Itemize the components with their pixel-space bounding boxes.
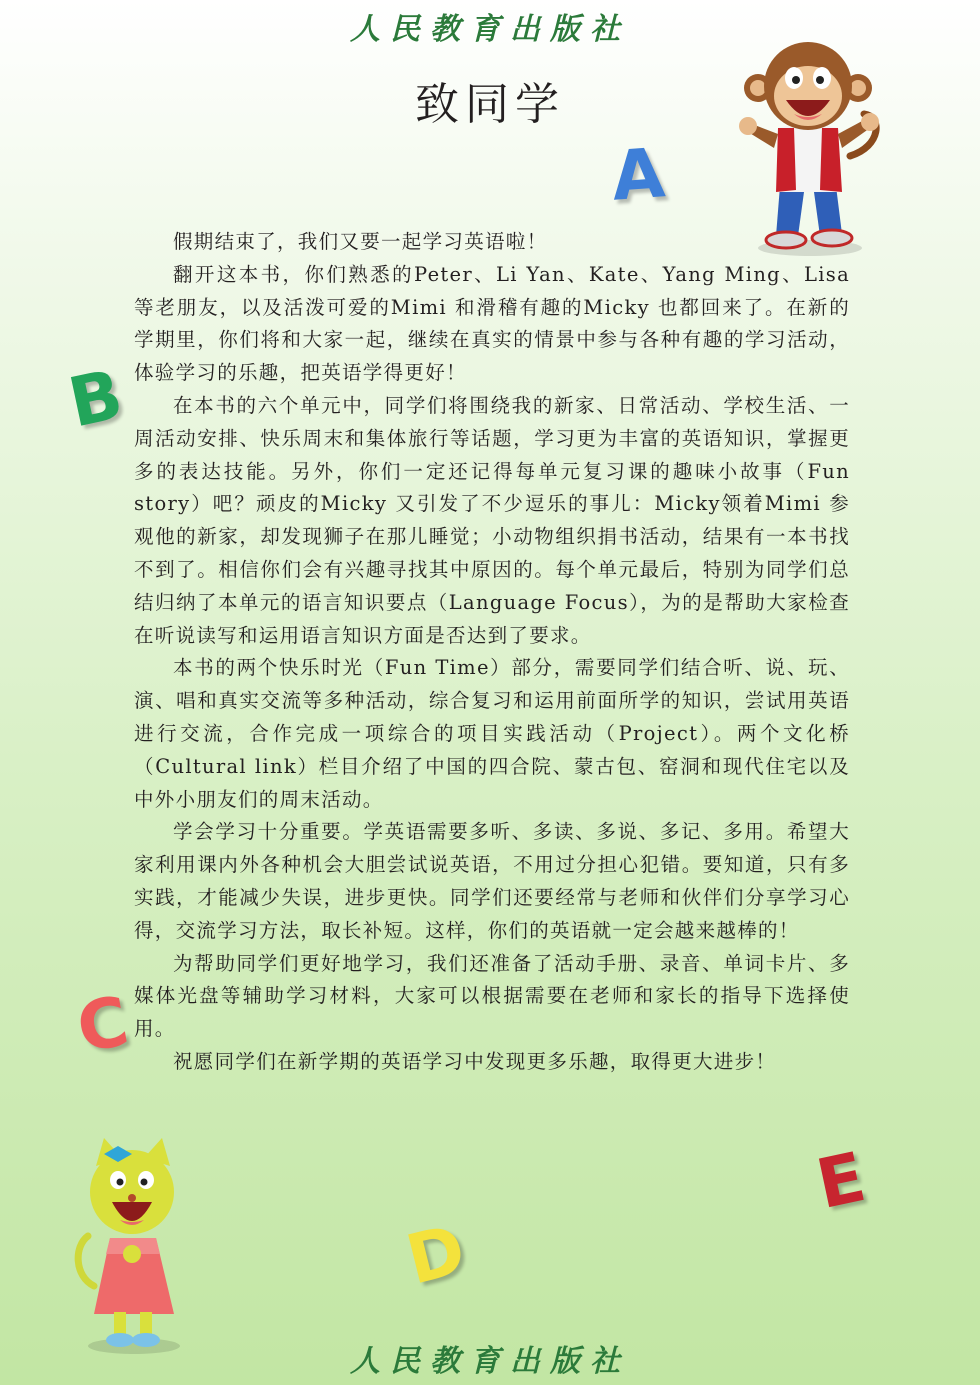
letter-b-decoration: B <box>62 355 130 444</box>
publisher-footer: 人民教育出版社 <box>350 1344 630 1379</box>
publisher-header: 人民教育出版社 <box>350 12 630 47</box>
paragraph-5: 学会学习十分重要。学英语需要多听、多读、多说、多记、多用。希望大家利用课内外各种机会大胆尝试说英语，不用过分担心犯错。要知道，只有多实践，才能减少失误，进步更快。同学们还要经常与老师和伙伴们分享学习心得，交流学习方法，取长补短。这样，你们的英语就一定会越来越棒的！ <box>134 820 850 942</box>
paragraph-7: 祝愿同学们在新学期的英语学习中发现更多乐趣，取得更大进步！ <box>173 1049 777 1073</box>
paragraph-3: 在本书的六个单元中，同学们将围绕我的新家、日常活动、学校生活、一周活动安排、快乐周末和集体旅行等话题，学习更为丰富的英语知识，掌握更多的表达技能。另外，你们一定还记得每单元复习课的趣味小故事（Fun story）吧？顽皮的Micky 又引发了不少逗乐的事儿：Micky领着Mimi 参观他的新家，却发现狮子在那儿睡觉；小动物组织捐书活动，结果有一本书找不到了。相信你们会有兴趣寻找其中原因的。每个单元最后，特别为同学们总结归纳了本单元的语言知识要点（Language Focus），为的是帮助大家检查在听说读写和运用语言知识方面是否达到了要求。 <box>134 393 850 647</box>
letter-e-decoration: E <box>810 1138 873 1225</box>
cat-illustration <box>74 1136 192 1358</box>
monkey-illustration <box>732 36 882 258</box>
page-title: 致同学 <box>415 79 565 130</box>
letter-a-decoration: A <box>609 134 668 217</box>
letter-body <box>134 226 850 1079</box>
letter-d-decoration: D <box>399 1210 474 1301</box>
letter-c-decoration: C <box>71 982 135 1069</box>
paragraph-6: 为帮助同学们更好地学习，我们还准备了活动手册、录音、单词卡片、多媒体光盘等辅助学习材料，大家可以根据需要在老师和家长的指导下选择使用。 <box>134 951 850 1041</box>
paragraph-1: 假期结束了，我们又要一起学习英语啦！ <box>173 230 548 253</box>
paragraph-2: 翻开这本书，你们熟悉的Peter、Li Yan、Kate、Yang Ming、Lisa 等老朋友，以及活泼可爱的Mimi 和滑稽有趣的Micky 也都回来了。在新的学期里，你们将和大家一起，继续在真实的情景中参与各种有趣的学习活动，体验学习的乐趣，把英语学得更好！ <box>134 262 850 385</box>
paragraph-4: 本书的两个快乐时光（Fun Time）部分，需要同学们结合听、说、玩、演、唱和真实交流等多种活动，综合复习和运用前面所学的知识，尝试用英语进行交流，合作完成一项综合的项目实践活动（Project）。两个文化桥（Cultural link）栏目介绍了中国的四合院、蒙古包、窑洞和现代住宅以及中外小朋友们的周末活动。 <box>134 656 850 811</box>
